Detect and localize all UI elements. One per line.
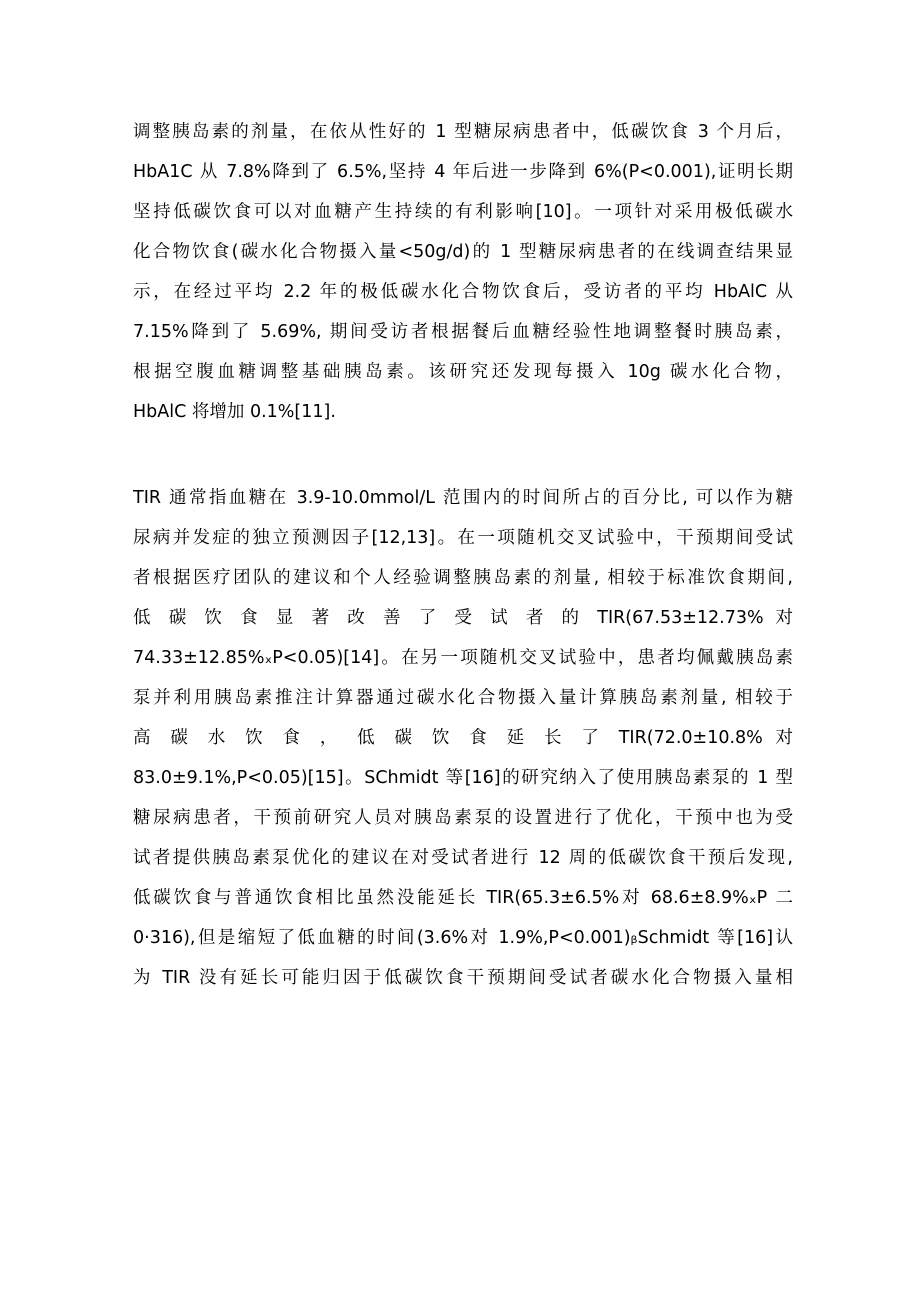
text-line: 低 碳 饮 食 显 著 改 善 了 受 试 者 的 TIR(67.53±12.73% 对: [133, 608, 793, 628]
text-line: 根据空腹血糖调整基础胰岛素。该研究还发现每摄入 10g 碳水化合物，: [133, 362, 793, 382]
text-line: 示，在经过平均 2.2 年的极低碳水化合物饮食后，受访者的平均 HbAlC 从: [133, 282, 793, 302]
text-line: 低碳饮食与普通饮食相比虽然没能延长 TIR(65.3±6.5%对 68.6±8.9%ₓP 二: [133, 888, 793, 908]
text-line: 为 TIR 没有延长可能归因于低碳饮食干预期间受试者碳水化合物摄入量相: [133, 968, 793, 988]
text-line: 高 碳 水 饮 食 ， 低 碳 饮 食 延 长 了 TIR(72.0±10.8% 对: [133, 728, 793, 748]
paragraph-low-carb-hba1c: [133, 112, 793, 432]
text-line: 化合物饮食(碳水化合物摄入量<50g∕d)的 1 型糖尿病患者的在线调查结果显: [133, 242, 793, 262]
text-line: 0·316),但是缩短了低血糖的时间(3.6%对 1.9%,P<0.001)ᵦSchmidt 等[16]认: [133, 928, 793, 948]
text-line: 7.15%降到了 5.69%, 期间受访者根据餐后血糖经验性地调整餐时胰岛素，: [133, 322, 793, 342]
document-page: [133, 112, 793, 998]
text-line: TIR 通常指血糖在 3.9-10.0mmol/L 范围内的时间所占的百分比, 可以作为糖: [133, 488, 793, 508]
text-line: 糖尿病患者，干预前研究人员对胰岛素泵的设置进行了优化，干预中也为受: [133, 808, 793, 828]
text-line: 试者提供胰岛素泵优化的建议在对受试者进行 12 周的低碳饮食干预后发现,: [133, 848, 793, 868]
text-line: HbA1C 从 7.8%降到了 6.5%,坚持 4 年后进一步降到 6%(P<0.001),证明长期: [133, 162, 793, 182]
text-line: 泵并利用胰岛素推注计算器通过碳水化合物摄入量计算胰岛素剂量, 相较于: [133, 688, 793, 708]
text-line: HbAlC 将增加 0.1%[11].: [133, 402, 336, 422]
text-line: 74.33±12.85%ₓP<0.05)[14]。在另一项随机交叉试验中，患者均佩戴胰岛素: [133, 648, 793, 668]
text-line: 83.0±9.1%,P<0.05)[15]。SChmidt 等[16]的研究纳入了使用胰岛素泵的 1 型: [133, 768, 793, 788]
text-line: 尿病并发症的独立预测因子[12,13]。在一项随机交叉试验中，干预期间受试: [133, 528, 793, 548]
text-line: 坚持低碳饮食可以对血糖产生持续的有利影响[10]。一项针对采用极低碳水: [133, 202, 793, 222]
text-line: 者根据医疗团队的建议和个人经验调整胰岛素的剂量, 相较于标准饮食期间,: [133, 568, 793, 588]
paragraph-tir: [133, 478, 793, 998]
text-line: 调整胰岛素的剂量，在依从性好的 1 型糖尿病患者中，低碳饮食 3 个月后，: [133, 122, 793, 142]
